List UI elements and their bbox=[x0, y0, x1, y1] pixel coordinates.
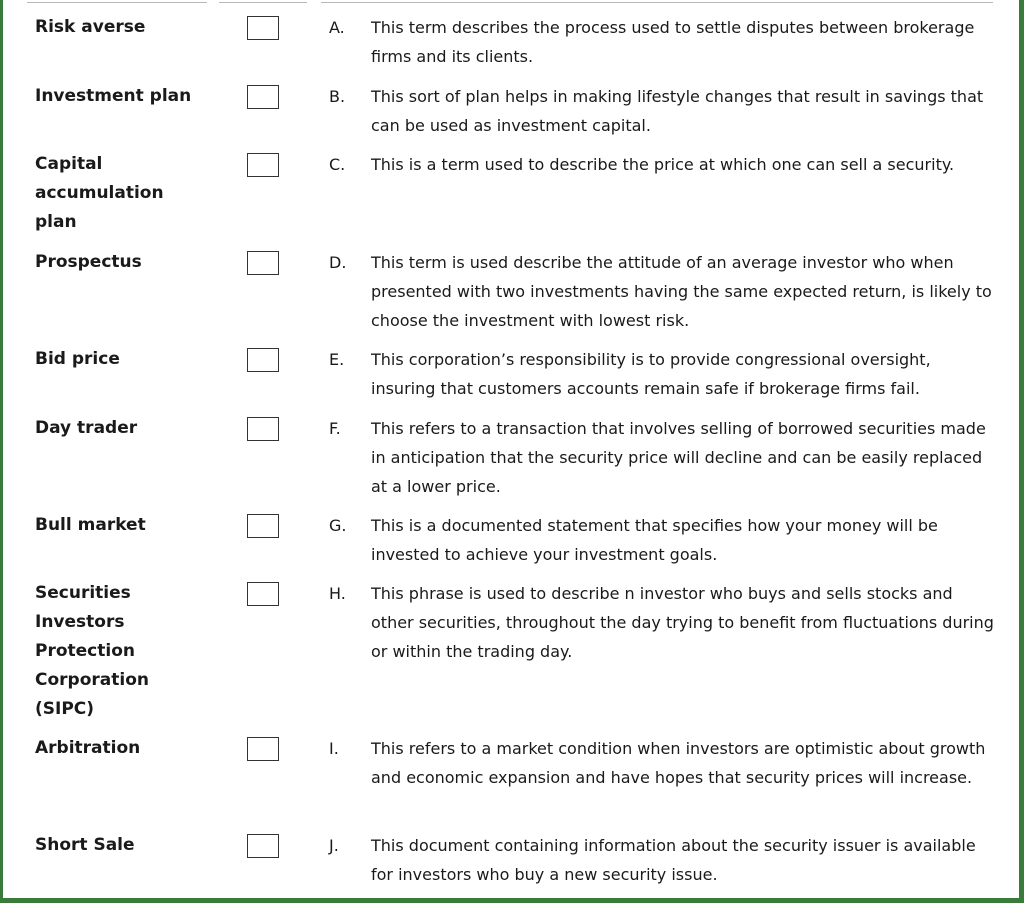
definition-text: This document containing information about the security issuer is available for investors who buy a new security issue. bbox=[371, 836, 976, 884]
definition-letter: I. bbox=[329, 739, 339, 758]
term-label: Prospectus bbox=[35, 252, 142, 272]
matching-table bbox=[3, 0, 1019, 898]
definition-letter: A. bbox=[329, 18, 345, 37]
answer-box[interactable] bbox=[247, 85, 279, 109]
definition-letter: E. bbox=[329, 350, 345, 369]
answer-box[interactable] bbox=[247, 16, 279, 40]
term-label: Short Sale bbox=[35, 835, 135, 855]
answer-column-top-rule bbox=[219, 2, 307, 3]
definition-text: This corporation’s responsibility is to provide congressional oversight, insuring that customers accounts remain safe if brokerage firms fail. bbox=[371, 350, 931, 398]
term-label: Arbitration bbox=[35, 738, 141, 758]
definition-text: This phrase is used to describe n investor who buys and sells stocks and other securities, throughout the day trying to benefit from fluctuations during or within the trading day. bbox=[371, 584, 994, 661]
definition-letter: H. bbox=[329, 584, 346, 603]
term-label: Investment plan bbox=[35, 86, 192, 106]
definition-text: This sort of plan helps in making lifestyle changes that result in savings that can be used as investment capital. bbox=[371, 87, 984, 135]
term-label: Bid price bbox=[35, 349, 120, 369]
definition-letter: J. bbox=[329, 836, 339, 855]
definition-letter: B. bbox=[329, 87, 346, 106]
definition-column-top-rule bbox=[321, 2, 993, 3]
term-label: Securities Investors Protection Corporation (SIPC) bbox=[35, 583, 149, 719]
answer-box[interactable] bbox=[247, 348, 279, 372]
answer-box[interactable] bbox=[247, 834, 279, 858]
answer-box[interactable] bbox=[247, 737, 279, 761]
definition-letter: G. bbox=[329, 516, 347, 535]
definition-text: This is a term used to describe the price at which one can sell a security. bbox=[371, 155, 955, 174]
term-label: Capital accumulation plan bbox=[35, 154, 164, 232]
term-label: Bull market bbox=[35, 515, 146, 535]
answer-box[interactable] bbox=[247, 251, 279, 275]
definition-text: This refers to a market condition when investors are optimistic about growth and economic expansion and have hopes that security prices will increase. bbox=[371, 739, 986, 787]
term-label: Risk averse bbox=[35, 17, 146, 37]
term-label: Day trader bbox=[35, 418, 138, 438]
definition-letter: C. bbox=[329, 155, 346, 174]
definition-text: This refers to a transaction that involves selling of borrowed securities made in anticipation that the security price will decline and can be easily replaced at a lower price. bbox=[371, 419, 986, 496]
answer-box[interactable] bbox=[247, 582, 279, 606]
term-column-top-rule bbox=[27, 2, 207, 3]
definition-text: This is a documented statement that specifies how your money will be invested to achieve your investment goals. bbox=[371, 516, 938, 564]
definition-text: This term is used describe the attitude of an average investor who when presented with two investments having the same expected return, is likely to choose the investment with lowest risk. bbox=[371, 253, 992, 330]
answer-box[interactable] bbox=[247, 153, 279, 177]
definition-text: This term describes the process used to settle disputes between brokerage firms and its clients. bbox=[371, 18, 975, 66]
definition-letter: D. bbox=[329, 253, 347, 272]
answer-box[interactable] bbox=[247, 417, 279, 441]
answer-box[interactable] bbox=[247, 514, 279, 538]
definition-letter: F. bbox=[329, 419, 341, 438]
